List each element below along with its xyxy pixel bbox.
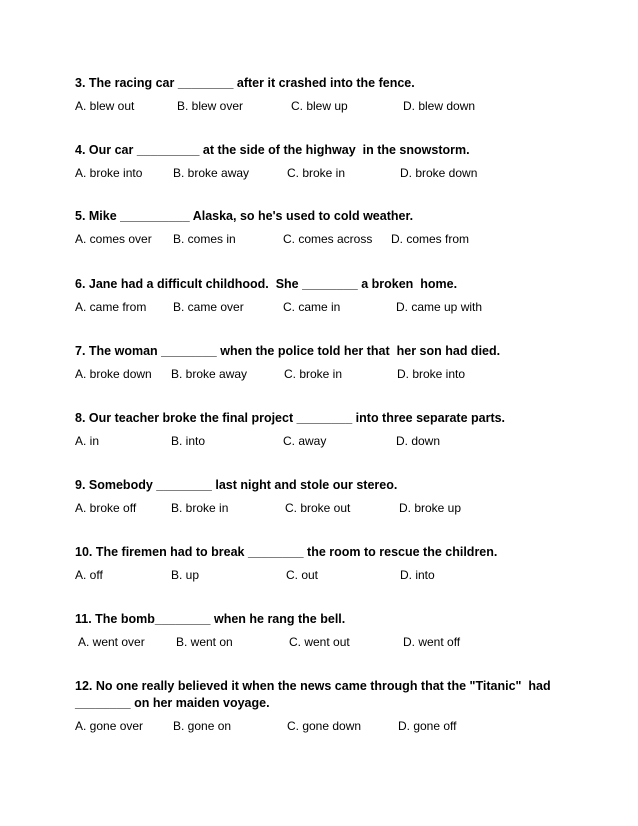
option-c: C. came in xyxy=(283,300,341,314)
option-a: A. came from xyxy=(75,300,147,314)
option-a: A. in xyxy=(75,434,100,448)
question-stem: 12. No one really believed it when the news came through that the "Titanic" had ________ on her maiden voyage. xyxy=(75,679,555,710)
option-c: C. gone down xyxy=(287,719,362,733)
option-c: C. blew up xyxy=(291,99,348,113)
question-stem: 8. Our teacher broke the final project ________ into three separate parts. xyxy=(75,411,506,425)
option-d: D. broke into xyxy=(397,367,466,381)
option-c: C. broke in xyxy=(284,367,343,381)
option-b: B. came over xyxy=(173,300,244,314)
question-stem: 5. Mike __________ Alaska, so he's used to cold weather. xyxy=(75,209,414,223)
option-a: A. went over xyxy=(78,635,145,649)
option-d: D. comes from xyxy=(391,232,470,246)
question-4 xyxy=(75,142,575,183)
option-b: B. broke away xyxy=(173,166,250,180)
question-10 xyxy=(75,544,575,585)
option-d: D. came up with xyxy=(396,300,483,314)
option-a: A. broke down xyxy=(75,367,152,381)
option-d: D. gone off xyxy=(398,719,457,733)
question-stem: 3. The racing car ________ after it crashed into the fence. xyxy=(75,76,415,90)
answer-options xyxy=(75,719,575,736)
option-b: B. broke in xyxy=(171,501,229,515)
question-stem: 7. The woman ________ when the police told her that her son had died. xyxy=(75,344,501,358)
option-b: B. broke away xyxy=(171,367,248,381)
answer-options xyxy=(75,232,575,249)
question-11 xyxy=(75,611,575,652)
question-7 xyxy=(75,343,575,384)
option-c: C. went out xyxy=(289,635,350,649)
option-c: C. comes across xyxy=(283,232,373,246)
answer-options xyxy=(75,367,575,384)
answer-options xyxy=(75,635,575,652)
option-c: C. out xyxy=(286,568,319,582)
question-8 xyxy=(75,410,575,451)
option-b: B. gone on xyxy=(173,719,232,733)
option-d: D. broke down xyxy=(400,166,478,180)
question-stem: 10. The firemen had to break ________ the room to rescue the children. xyxy=(75,545,498,559)
question-3 xyxy=(75,75,575,116)
question-5 xyxy=(75,208,575,249)
option-c: C. away xyxy=(283,434,327,448)
option-b: B. comes in xyxy=(173,232,236,246)
option-c: C. broke in xyxy=(287,166,346,180)
answer-options xyxy=(75,166,575,183)
option-a: A. broke into xyxy=(75,166,143,180)
answer-options xyxy=(75,300,575,317)
option-a: A. comes over xyxy=(75,232,152,246)
answer-options xyxy=(75,434,575,451)
option-d: D. blew down xyxy=(403,99,476,113)
option-d: D. down xyxy=(396,434,441,448)
option-b: B. went on xyxy=(176,635,233,649)
option-a: A. off xyxy=(75,568,103,582)
option-b: B. blew over xyxy=(177,99,244,113)
question-9 xyxy=(75,477,575,518)
option-c: C. broke out xyxy=(285,501,351,515)
option-a: A. blew out xyxy=(75,99,135,113)
question-6 xyxy=(75,276,575,317)
question-stem: 6. Jane had a difficult childhood. She ________ a broken home. xyxy=(75,277,458,291)
question-stem: 11. The bomb________ when he rang the bell. xyxy=(75,612,346,626)
option-a: A. broke off xyxy=(75,501,137,515)
answer-options xyxy=(75,568,575,585)
option-d: D. into xyxy=(400,568,435,582)
option-d: D. went off xyxy=(403,635,461,649)
option-a: A. gone over xyxy=(75,719,144,733)
question-12 xyxy=(75,678,575,736)
option-d: D. broke up xyxy=(399,501,462,515)
answer-options xyxy=(75,99,575,116)
question-stem: 4. Our car _________ at the side of the highway in the snowstorm. xyxy=(75,143,470,157)
option-b: B. into xyxy=(171,434,206,448)
question-stem: 9. Somebody ________ last night and stole our stereo. xyxy=(75,478,398,492)
answer-options xyxy=(75,501,575,518)
option-b: B. up xyxy=(171,568,200,582)
